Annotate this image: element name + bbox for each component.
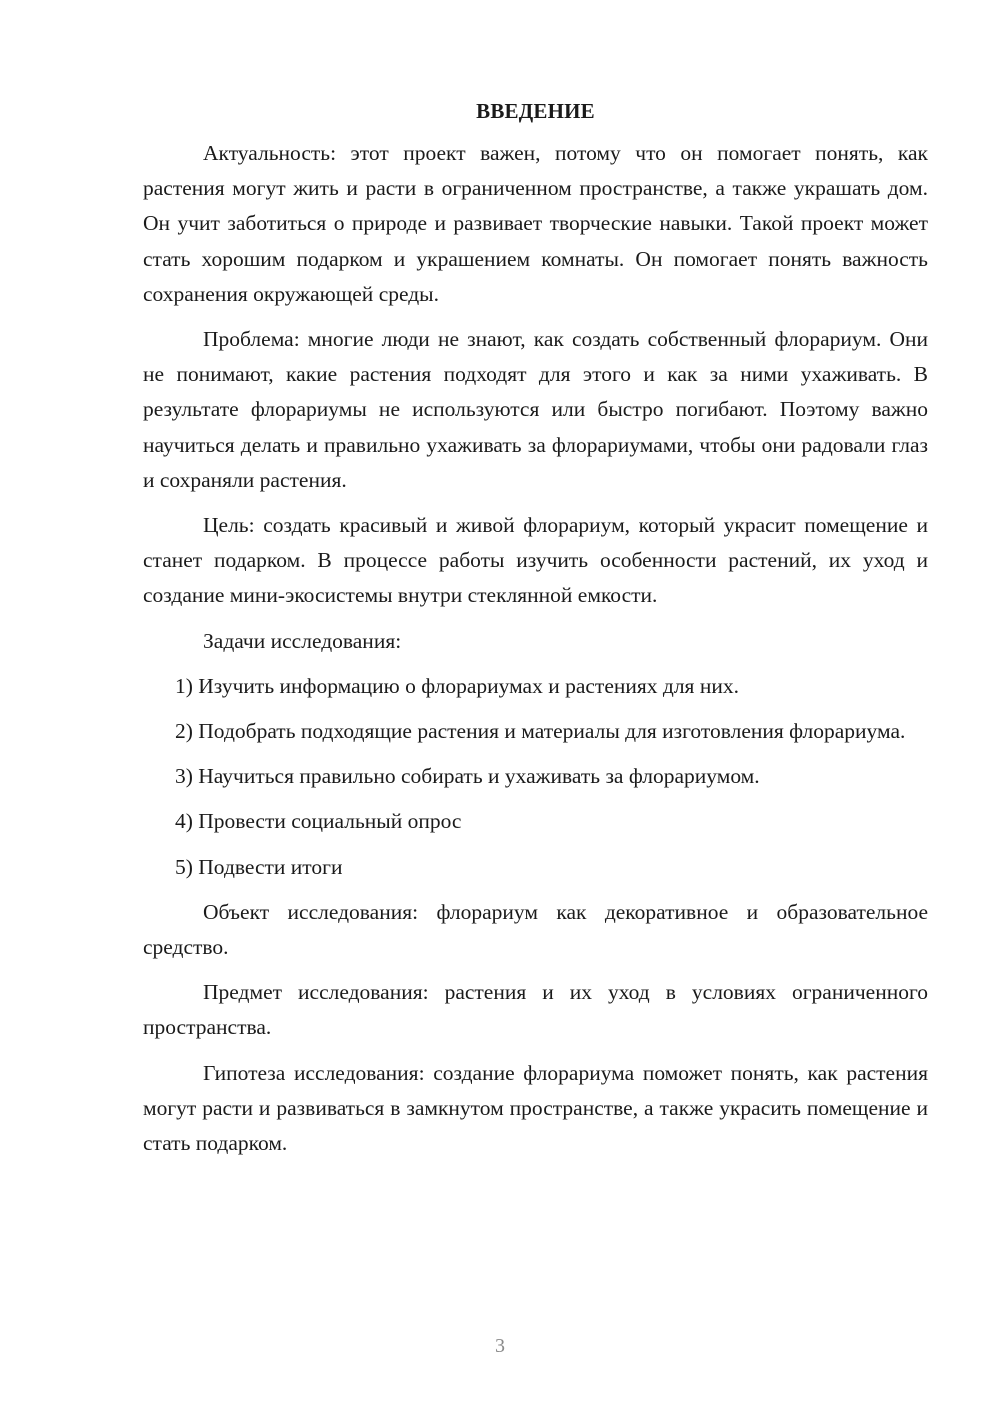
hypothesis-paragraph: Гипотеза исследования: создание флорариума поможет понять, как растения могут расти и развиваться в замкнутом пространстве, а также украсить помещение и стать подарком. (143, 1060, 928, 1156)
subject-paragraph: Предмет исследования: растения и их уход в условиях ограниченного пространства. (143, 980, 928, 1040)
problem-paragraph: Проблема: многие люди не знают, как создать собственный флорариум. Они не понимают, какие растения подходят для этого и как за ними ухаживать. В результате флорариумы не используются или быстро погибают. Поэтому важно научиться делать и правильно ухаживать за флорариумами, чтобы они радовали глаз и сохраняли растения. (143, 327, 928, 492)
page-content (143, 96, 928, 1171)
task-item: 2) Подобрать подходящие растения и материалы для изготовления флорариума. (175, 719, 906, 744)
relevance-paragraph: Актуальность: этот проект важен, потому что он помогает понять, как растения могут жить и расти в ограниченном пространстве, а также украшать дом. Он учит заботиться о природе и развивает творческие навыки. Такой проект может стать хорошим подарком и украшением комнаты. Он помогает понять важность сохранения окружающей среды. (143, 141, 928, 306)
tasks-heading: Задачи исследования: (203, 628, 402, 653)
task-item: 3) Научиться правильно собирать и ухаживать за флорариумом. (175, 764, 760, 789)
section-title: ВВЕДЕНИЕ (476, 99, 595, 123)
page-number: 3 (495, 1335, 505, 1357)
object-paragraph: Объект исследования: флорариум как декоративное и образовательное средство. (143, 899, 928, 960)
task-item: 4) Провести социальный опрос (175, 809, 462, 834)
task-item: 5) Подвести итоги (175, 854, 343, 879)
goal-paragraph: Цель: создать красивый и живой флорариум, который украсит помещение и станет подарком. В процессе работы изучить особенности растений, их уход и создание мини-экосистемы внутри стеклянной емкости. (143, 513, 928, 608)
task-item: 1) Изучить информацию о флорариумах и растениях для них. (175, 673, 739, 698)
